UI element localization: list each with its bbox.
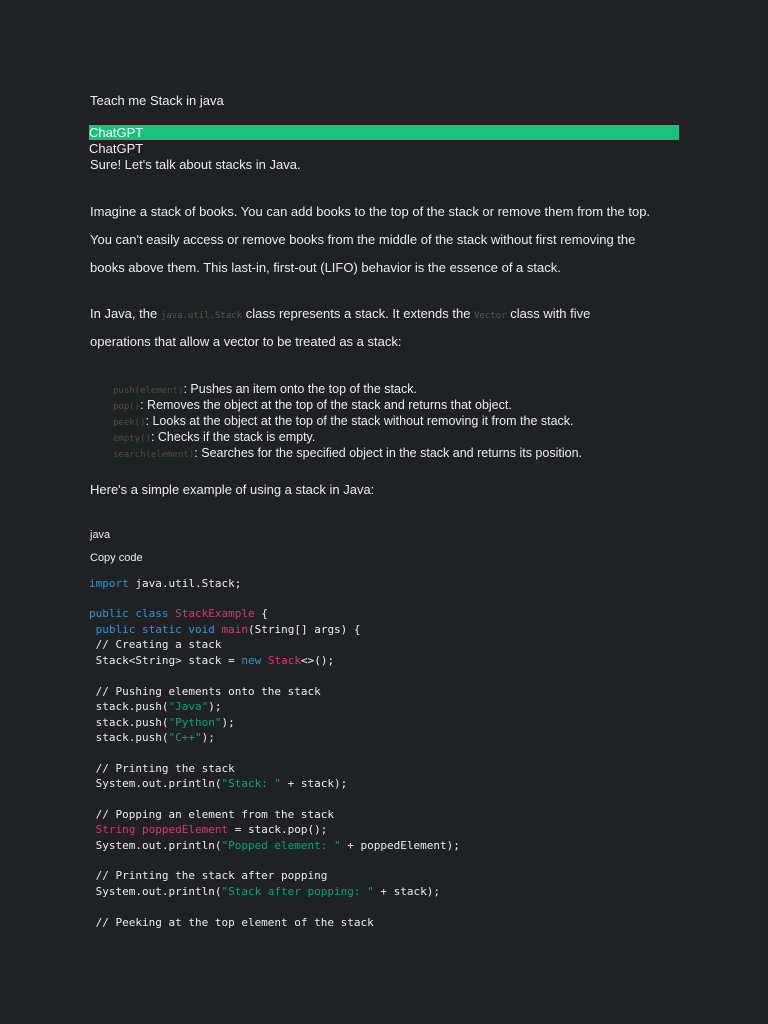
list-item (113, 430, 315, 444)
text-fragment: class represents a stack. It extends the (242, 306, 475, 321)
paragraph-line (90, 306, 590, 321)
code-token: new (241, 654, 262, 667)
code-comment: // Printing the stack (89, 762, 235, 775)
code-comment: // Pushing elements onto the stack (89, 685, 321, 698)
text-fragment: In Java, the (90, 306, 161, 321)
list-item-desc: : Checks if the stack is empty. (150, 430, 316, 444)
code-string: "Popped element: " (221, 839, 341, 852)
list-item (113, 414, 574, 428)
code-token: System.out.println( (89, 777, 222, 790)
code-token: + poppedElement); (340, 839, 460, 852)
code-token: = stack.pop(); (228, 823, 328, 836)
code-token: Stack<String> stack = (89, 654, 242, 667)
list-item-desc: : Pushes an item onto the top of the stack. (183, 382, 417, 396)
code-token: <>(); (300, 654, 335, 667)
list-item-desc: : Removes the object at the top of the stack and returns that object. (140, 398, 512, 412)
code-line (89, 822, 327, 837)
inline-code: pop() (113, 402, 141, 412)
code-line (89, 622, 361, 637)
copy-code-button[interactable]: Copy code (90, 552, 143, 564)
list-item (113, 446, 582, 460)
code-line (89, 730, 215, 745)
code-line (89, 653, 334, 668)
list-item (113, 398, 512, 412)
paragraph-line: Imagine a stack of books. You can add books to the top of the stack or remove them from the top. (90, 204, 651, 219)
list-item (113, 382, 417, 396)
paragraph-line: You can't easily access or remove books from the middle of the stack without first removing the (90, 232, 636, 247)
code-string: "Stack after popping: " (221, 885, 374, 898)
code-line (89, 838, 460, 853)
paragraph-line: operations that allow a vector to be treated as a stack: (90, 334, 402, 349)
list-item-desc: : Searches for the specified object in the stack and returns its position. (194, 446, 582, 460)
author-bar-label: ChatGPT (89, 125, 144, 140)
code-string: "Stack: " (221, 777, 282, 790)
code-token: ); (221, 716, 235, 729)
code-string: "C++" (168, 731, 202, 744)
code-token: stack.push( (89, 731, 169, 744)
example-intro: Here's a simple example of using a stack in Java: (90, 482, 375, 497)
code-token: + stack); (281, 777, 348, 790)
code-token: System.out.println( (89, 885, 222, 898)
inline-code: peek() (113, 418, 146, 428)
inline-code: Vector (474, 311, 507, 321)
author-highlight-bar (89, 125, 679, 140)
code-language-label: java (90, 529, 111, 541)
inline-code: search(element) (113, 450, 195, 460)
code-comment: // Popping an element from the stack (89, 808, 335, 821)
code-string: "Python" (168, 716, 222, 729)
code-line (89, 776, 347, 791)
code-token: StackExample (175, 607, 255, 620)
code-token: + stack); (373, 885, 441, 898)
code-line (89, 606, 268, 621)
code-token: stack.push( (89, 716, 169, 729)
code-token: Stack (267, 654, 301, 667)
code-comment: // Printing the stack after popping (89, 869, 328, 882)
code-token: System.out.println( (89, 839, 222, 852)
code-token: (String[] args) { (247, 623, 361, 636)
code-string: "Java" (168, 700, 209, 713)
code-token: java.util.Stack; (128, 577, 242, 590)
inline-code: push(element) (113, 386, 184, 396)
code-token: public static void (89, 623, 215, 636)
code-token: stack.push( (89, 700, 169, 713)
author-name: ChatGPT (89, 141, 144, 156)
code-line (89, 884, 440, 899)
code-line (89, 715, 235, 730)
code-token: { (254, 607, 268, 620)
inline-code: java.util.Stack (160, 311, 243, 321)
list-item-desc: : Looks at the object at the top of the stack without removing it from the stack. (145, 414, 574, 428)
code-line (89, 576, 241, 591)
text-fragment: class with five (506, 306, 591, 321)
code-token: public class (89, 607, 169, 620)
code-token: ); (201, 731, 215, 744)
code-comment: // Peeking at the top element of the stack (89, 916, 374, 929)
code-token: main (221, 623, 248, 636)
user-prompt: Teach me Stack in java (90, 93, 224, 108)
intro-text: Sure! Let's talk about stacks in Java. (90, 157, 301, 172)
code-token: ); (208, 700, 222, 713)
code-token: String poppedElement (89, 823, 229, 836)
paragraph-line: books above them. This last-in, first-out (LIFO) behavior is the essence of a stack. (90, 260, 561, 275)
inline-code: empty() (113, 434, 151, 444)
code-line (89, 699, 221, 714)
code-token: import (89, 577, 129, 590)
code-comment: // Creating a stack (89, 638, 222, 651)
